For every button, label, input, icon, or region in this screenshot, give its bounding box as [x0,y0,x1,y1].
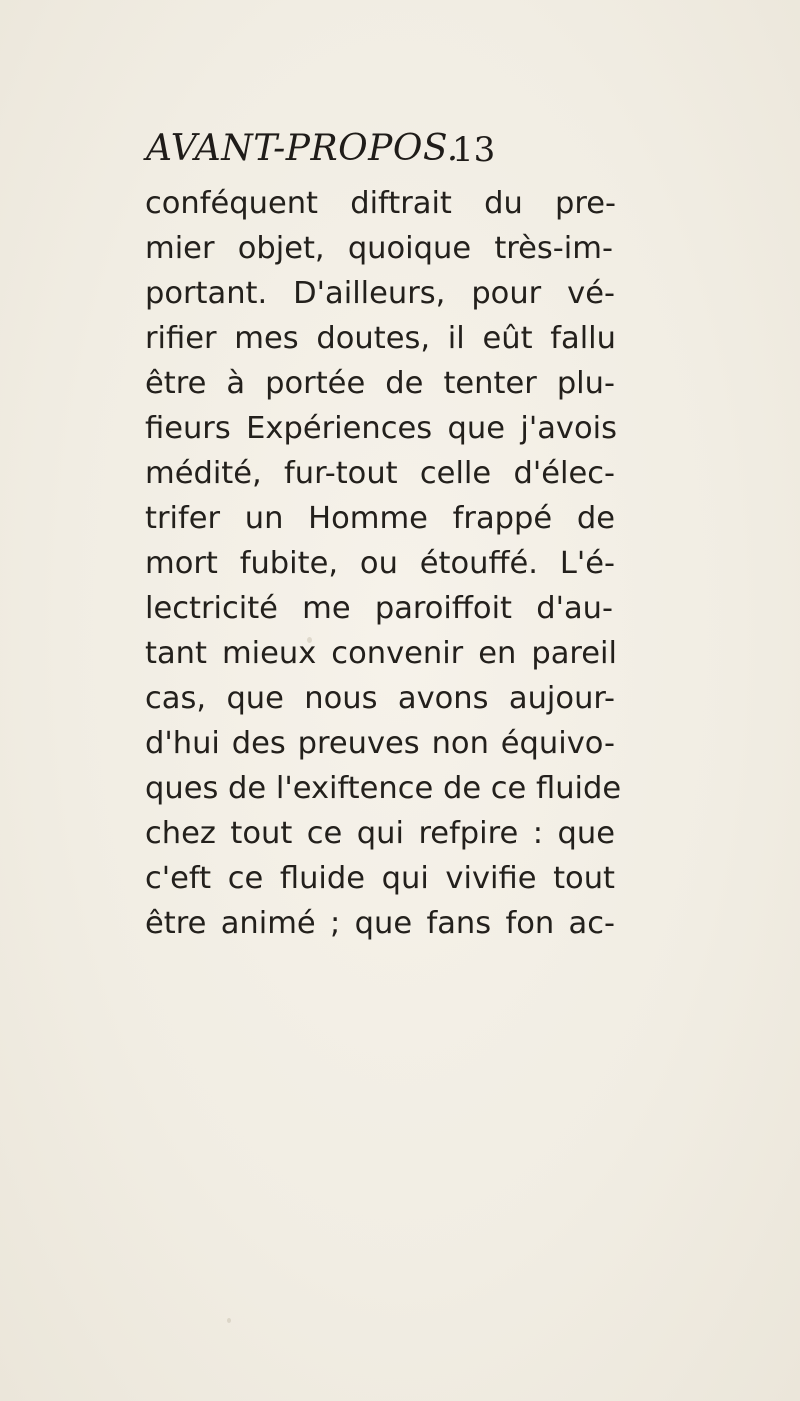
text-line: trifer un Homme frappé de [145,501,615,536]
page-number: 13 [452,130,496,170]
text-line: d'hui des preuves non équivo- [145,726,615,761]
text-line: médité, fur-tout celle d'élec- [145,456,615,491]
text-line: cas, que nous avons aujour- [145,681,615,716]
text-line: lectricité me paroiffoit d'au- [145,591,613,626]
text-line: mort fubite, ou étouffé. L'é- [145,546,615,581]
text-line: fieurs Expériences que j'avois [145,411,617,446]
text-line: c'eft ce fluide qui vivifie tout [145,861,615,896]
text-line: être à portée de tenter plu- [145,366,615,401]
text-line: ques de l'exiftence de ce fluide [145,771,622,806]
foxing-spot [227,1318,231,1323]
running-title: AVANT-PROPOS. [146,128,459,169]
text-line: chez tout ce qui refpire : que [145,816,615,851]
running-header [146,128,646,178]
text-line: être animé ; que fans fon ac- [145,906,615,941]
text-line: mier objet, quoique très-im- [145,231,613,266]
text-line: rifier mes doutes, il eût fallu [145,321,616,356]
text-line: tant mieux convenir en pareil [145,636,617,671]
text-line: conféquent diftrait du pre- [145,186,616,221]
text-line: portant. D'ailleurs, pour vé- [145,276,615,311]
